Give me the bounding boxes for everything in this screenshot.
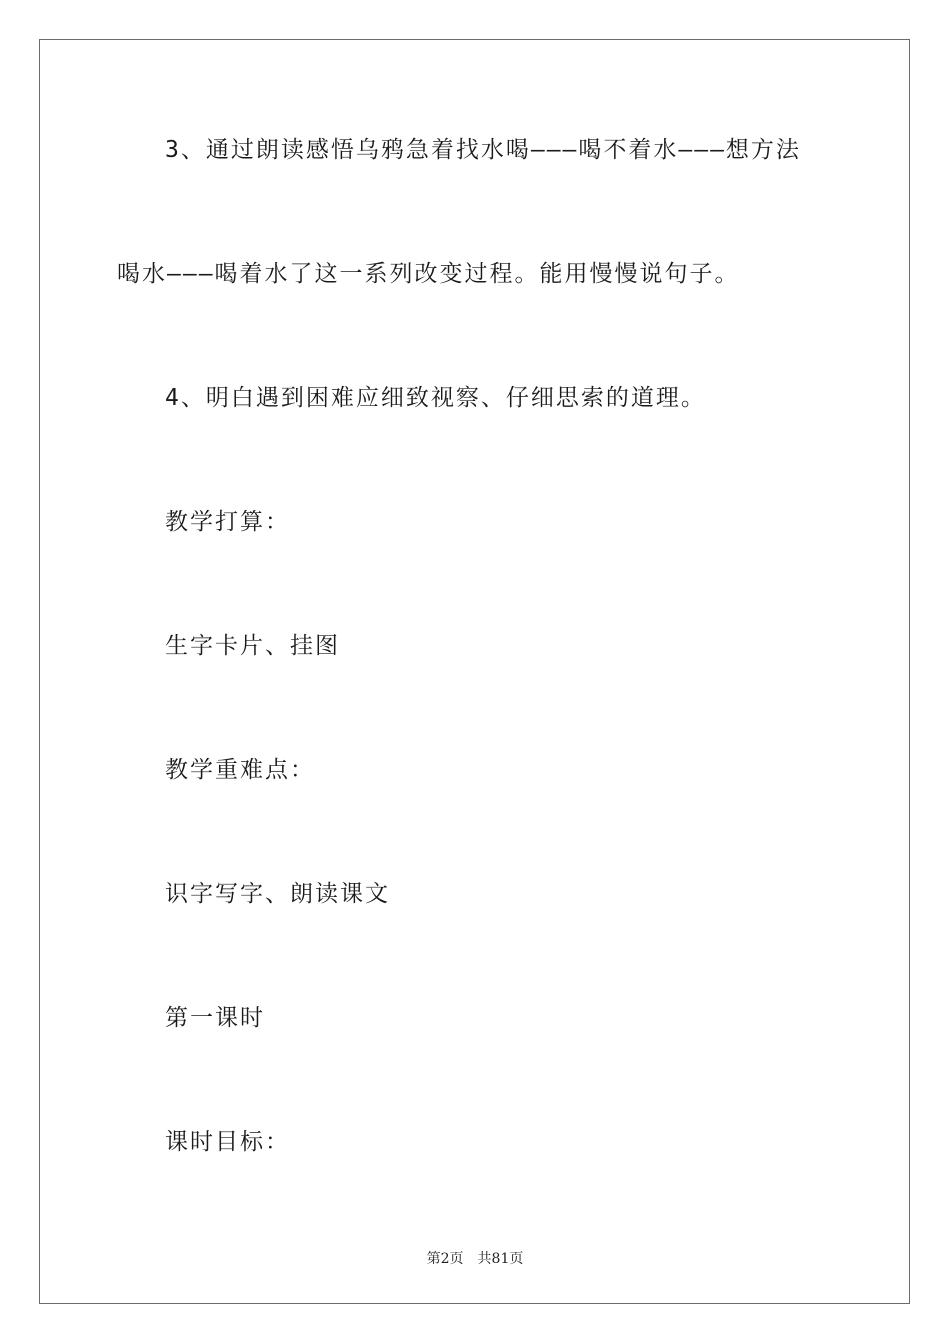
page-number: 第2页 bbox=[426, 1251, 464, 1267]
heading-first-lesson: 第一课时 bbox=[165, 1005, 265, 1031]
paragraph-objective-3-line-2: 喝水———喝着水了这一系列改变过程。能用慢慢说句子。 bbox=[117, 261, 740, 287]
paragraph-objective-3-line-1: 3、通过朗读感悟乌鸦急着找水喝———喝不着水———想方法 bbox=[165, 137, 801, 163]
paragraph-key-points: 识字写字、朗读课文 bbox=[165, 881, 390, 907]
heading-teaching-preparation: 教学打算： bbox=[165, 509, 290, 535]
heading-lesson-goals: 课时目标： bbox=[165, 1129, 290, 1155]
page-border bbox=[39, 39, 910, 1304]
page-total: 共81页 bbox=[477, 1251, 524, 1267]
page-footer bbox=[0, 1248, 950, 1268]
heading-key-points: 教学重难点： bbox=[165, 757, 315, 783]
paragraph-objective-4: 4、明白遇到困难应细致视察、仔细思索的道理。 bbox=[165, 385, 706, 411]
paragraph-materials: 生字卡片、挂图 bbox=[165, 633, 340, 659]
